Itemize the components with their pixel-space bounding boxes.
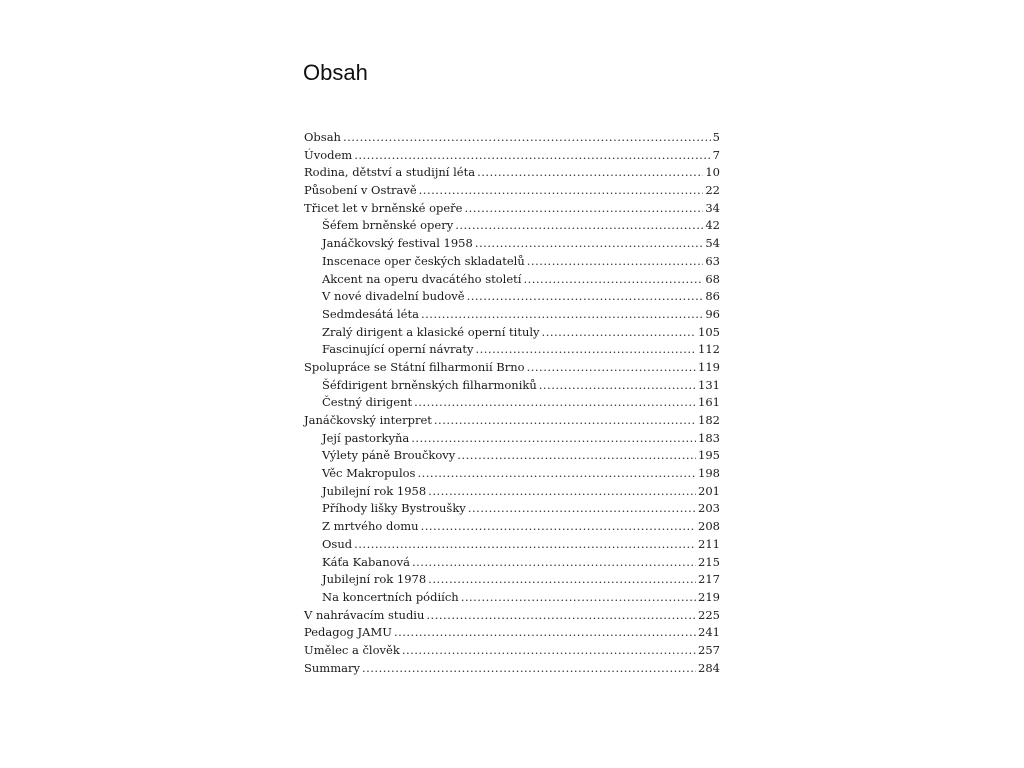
dot-leader bbox=[523, 272, 703, 286]
dot-leader bbox=[467, 289, 704, 303]
toc-entry bbox=[304, 148, 720, 166]
toc-entry-title: Příhody lišky Bystroušky bbox=[322, 501, 466, 516]
toc-entry-page-number: 219 bbox=[698, 589, 720, 604]
toc-entry-title: Akcent na operu dvacátého století bbox=[322, 271, 522, 286]
toc-entry bbox=[304, 360, 720, 378]
dot-leader bbox=[412, 555, 696, 569]
toc-entry bbox=[304, 501, 720, 519]
toc-entry bbox=[304, 165, 720, 183]
dot-leader bbox=[419, 183, 704, 197]
toc-entry bbox=[304, 395, 720, 413]
toc-entry bbox=[304, 378, 720, 396]
toc-entry bbox=[304, 466, 720, 484]
toc-entry-title: Výlety páně Broučkovy bbox=[322, 448, 456, 463]
toc-entry-title: V nahrávacím studiu bbox=[304, 607, 425, 622]
toc-entry-title: Šéfem brněnské opery bbox=[322, 218, 454, 233]
dot-leader bbox=[354, 148, 710, 162]
toc-entry-page-number: 68 bbox=[705, 271, 720, 286]
toc-entry-title: Čestný dirigent bbox=[322, 395, 413, 410]
dot-leader bbox=[539, 378, 696, 392]
toc-entry bbox=[304, 342, 720, 360]
toc-entry-page-number: 208 bbox=[698, 519, 720, 534]
toc-entry-title: Sedmdesátá léta bbox=[322, 306, 419, 321]
toc-entry-page-number: 203 bbox=[698, 501, 720, 516]
toc-entry-page-number: 241 bbox=[698, 625, 720, 640]
table-of-contents bbox=[304, 130, 720, 678]
dot-leader bbox=[354, 537, 696, 551]
dot-leader bbox=[477, 165, 703, 179]
toc-entry-page-number: 211 bbox=[698, 536, 720, 551]
toc-entry bbox=[304, 130, 720, 148]
toc-entry-title: Janáčkovský festival 1958 bbox=[322, 236, 473, 251]
toc-entry-title: Summary bbox=[304, 660, 360, 675]
toc-entry-page-number: 217 bbox=[698, 572, 720, 587]
toc-entry-title: Umělec a člověk bbox=[304, 642, 400, 657]
toc-entry-page-number: 195 bbox=[698, 448, 720, 463]
toc-entry bbox=[304, 448, 720, 466]
toc-entry-title: Úvodem bbox=[304, 147, 353, 162]
dot-leader bbox=[421, 519, 696, 533]
toc-entry-page-number: 201 bbox=[698, 483, 720, 498]
dot-leader bbox=[428, 484, 696, 498]
toc-entry bbox=[304, 236, 720, 254]
dot-leader bbox=[417, 466, 696, 480]
toc-entry bbox=[304, 431, 720, 449]
page-title: Obsah bbox=[303, 60, 368, 85]
dot-leader bbox=[426, 608, 696, 622]
toc-entry-title: Jubilejní rok 1978 bbox=[322, 572, 427, 587]
toc-entry bbox=[304, 289, 720, 307]
toc-entry-title: Na koncertních pódiích bbox=[322, 589, 459, 604]
toc-entry-title: Rodina, dětství a studijní léta bbox=[304, 165, 476, 180]
toc-entry-page-number: 54 bbox=[705, 236, 720, 251]
toc-entry-title: Její pastorkyňa bbox=[322, 430, 410, 445]
dot-leader bbox=[542, 325, 697, 339]
toc-entry-page-number: 63 bbox=[705, 253, 720, 268]
toc-entry-title: Inscenace oper českých skladatelů bbox=[322, 253, 525, 268]
toc-entry-page-number: 183 bbox=[698, 430, 720, 445]
toc-entry-page-number: 198 bbox=[698, 466, 720, 481]
toc-entry bbox=[304, 537, 720, 555]
toc-entry-title: Fascinující operní návraty bbox=[322, 342, 474, 357]
dot-leader bbox=[468, 501, 696, 515]
dot-leader bbox=[411, 431, 696, 445]
toc-entry-title: Káťa Kabanová bbox=[322, 554, 410, 569]
dot-leader bbox=[455, 218, 703, 232]
toc-entry bbox=[304, 201, 720, 219]
dot-leader bbox=[402, 643, 696, 657]
dot-leader bbox=[527, 360, 696, 374]
toc-entry-page-number: 5 bbox=[712, 130, 720, 144]
dot-leader bbox=[428, 572, 696, 586]
toc-entry-title: Z mrtvého domu bbox=[322, 519, 419, 534]
dot-leader bbox=[464, 201, 703, 215]
toc-entry-page-number: 34 bbox=[705, 200, 720, 215]
toc-entry bbox=[304, 555, 720, 573]
dot-leader bbox=[362, 661, 696, 675]
dot-leader bbox=[343, 130, 711, 144]
dot-leader bbox=[434, 413, 696, 427]
toc-entry-title: Věc Makropulos bbox=[322, 466, 416, 481]
toc-entry bbox=[304, 218, 720, 236]
toc-entry-page-number: 257 bbox=[698, 642, 720, 657]
toc-entry-page-number: 131 bbox=[698, 377, 720, 392]
toc-entry bbox=[304, 661, 720, 679]
toc-entry-page-number: 112 bbox=[698, 342, 720, 357]
toc-entry bbox=[304, 413, 720, 431]
toc-entry bbox=[304, 625, 720, 643]
toc-entry-page-number: 105 bbox=[698, 324, 720, 339]
toc-entry-page-number: 284 bbox=[698, 660, 720, 675]
toc-entry-page-number: 225 bbox=[698, 607, 720, 622]
toc-entry-title: V nové divadelní budově bbox=[322, 289, 465, 304]
toc-entry-title: Obsah bbox=[304, 130, 341, 144]
dot-leader bbox=[421, 307, 703, 321]
toc-entry-page-number: 22 bbox=[705, 183, 720, 198]
toc-entry bbox=[304, 272, 720, 290]
toc-entry bbox=[304, 254, 720, 272]
dot-leader bbox=[461, 590, 696, 604]
dot-leader bbox=[414, 395, 696, 409]
toc-entry bbox=[304, 643, 720, 661]
toc-entry-page-number: 182 bbox=[698, 413, 720, 427]
toc-entry-title: Pedagog JAMU bbox=[304, 625, 392, 640]
dot-leader bbox=[527, 254, 704, 268]
toc-entry-page-number: 119 bbox=[698, 359, 720, 374]
toc-entry-title: Spolupráce se Státní filharmonií Brno bbox=[304, 359, 525, 374]
toc-entry-page-number: 215 bbox=[698, 554, 720, 569]
toc-entry bbox=[304, 183, 720, 201]
toc-entry-page-number: 42 bbox=[705, 218, 720, 233]
dot-leader bbox=[394, 625, 696, 639]
toc-entry-title: Jubilejní rok 1958 bbox=[322, 483, 427, 498]
toc-entry-page-number: 161 bbox=[698, 395, 720, 410]
toc-entry bbox=[304, 590, 720, 608]
toc-entry-page-number: 10 bbox=[705, 165, 720, 180]
dot-leader bbox=[457, 448, 696, 462]
toc-entry-title: Působení v Ostravě bbox=[304, 183, 417, 198]
toc-entry bbox=[304, 519, 720, 537]
toc-entry-title: Zralý dirigent a klasické operní tituly bbox=[322, 324, 540, 339]
toc-entry-page-number: 86 bbox=[705, 289, 720, 304]
toc-entry bbox=[304, 608, 720, 626]
dot-leader bbox=[475, 236, 704, 250]
toc-entry-title: Osud bbox=[322, 536, 353, 551]
toc-entry bbox=[304, 325, 720, 343]
dot-leader bbox=[475, 342, 696, 356]
toc-entry bbox=[304, 572, 720, 590]
toc-entry-page-number: 96 bbox=[705, 306, 720, 321]
toc-entry-title: Třicet let v brněnské opeře bbox=[304, 200, 463, 215]
toc-entry-page-number: 7 bbox=[712, 147, 720, 162]
toc-entry-title: Janáčkovský interpret bbox=[304, 413, 432, 427]
toc-entry-title: Šéfdirigent brněnských filharmoniků bbox=[322, 377, 537, 392]
toc-entry bbox=[304, 484, 720, 502]
toc-entry bbox=[304, 307, 720, 325]
